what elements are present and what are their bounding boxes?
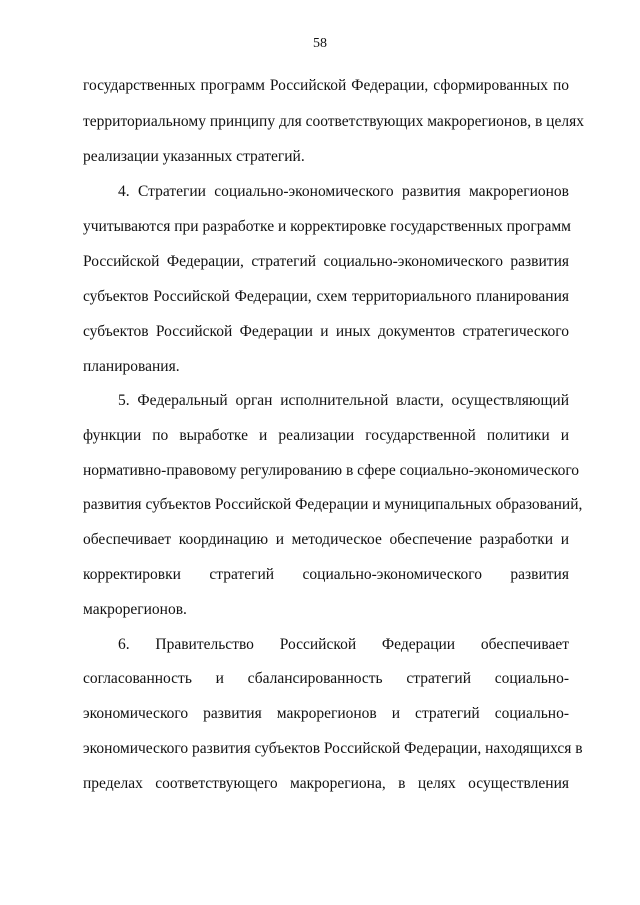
text-line: реализации указанных стратегий.	[83, 148, 305, 165]
text-line: развития субъектов Российской Федерации и муниципальных образований,	[83, 496, 583, 513]
text-line: территориальному принципу для соответствующих макрорегионов, в целях	[83, 113, 584, 130]
text-line: пределах соответствующего макрорегиона, в целях осуществления	[83, 775, 569, 792]
text-line: государственных программ Российской Федерации, сформированных по	[83, 77, 569, 94]
text-line: субъектов Российской Федерации и иных документов стратегического	[83, 323, 569, 340]
page-number: 58	[313, 36, 327, 51]
text-line: экономического развития макрорегионов и стратегий социально-	[83, 705, 569, 722]
text-line: корректировки стратегий социально-экономического развития	[83, 566, 569, 583]
text-line: экономического развития субъектов Российской Федерации, находящихся в	[83, 740, 583, 757]
text-line: согласованность и сбалансированность стратегий социально-	[83, 670, 569, 687]
text-line: макрорегионов.	[83, 601, 187, 618]
paragraph-6-first-line: 6. Правительство Российской Федерации обеспечивает	[118, 636, 569, 653]
text-line: Российской Федерации, стратегий социально-экономического развития	[83, 253, 569, 270]
text-line: учитываются при разработке и корректировке государственных программ	[83, 218, 571, 235]
paragraph-5-first-line: 5. Федеральный орган исполнительной власти, осуществляющий	[118, 392, 569, 409]
text-line: планирования.	[83, 358, 180, 375]
text-line: нормативно-правовому регулированию в сфере социально-экономического	[83, 462, 580, 479]
text-line: субъектов Российской Федерации, схем территориального планирования	[83, 288, 569, 305]
text-line: обеспечивает координацию и методическое обеспечение разработки и	[83, 531, 569, 548]
text-line: функции по выработке и реализации государственной политики и	[83, 427, 569, 444]
paragraph-4-first-line: 4. Стратегии социально-экономического развития макрорегионов	[118, 183, 569, 200]
